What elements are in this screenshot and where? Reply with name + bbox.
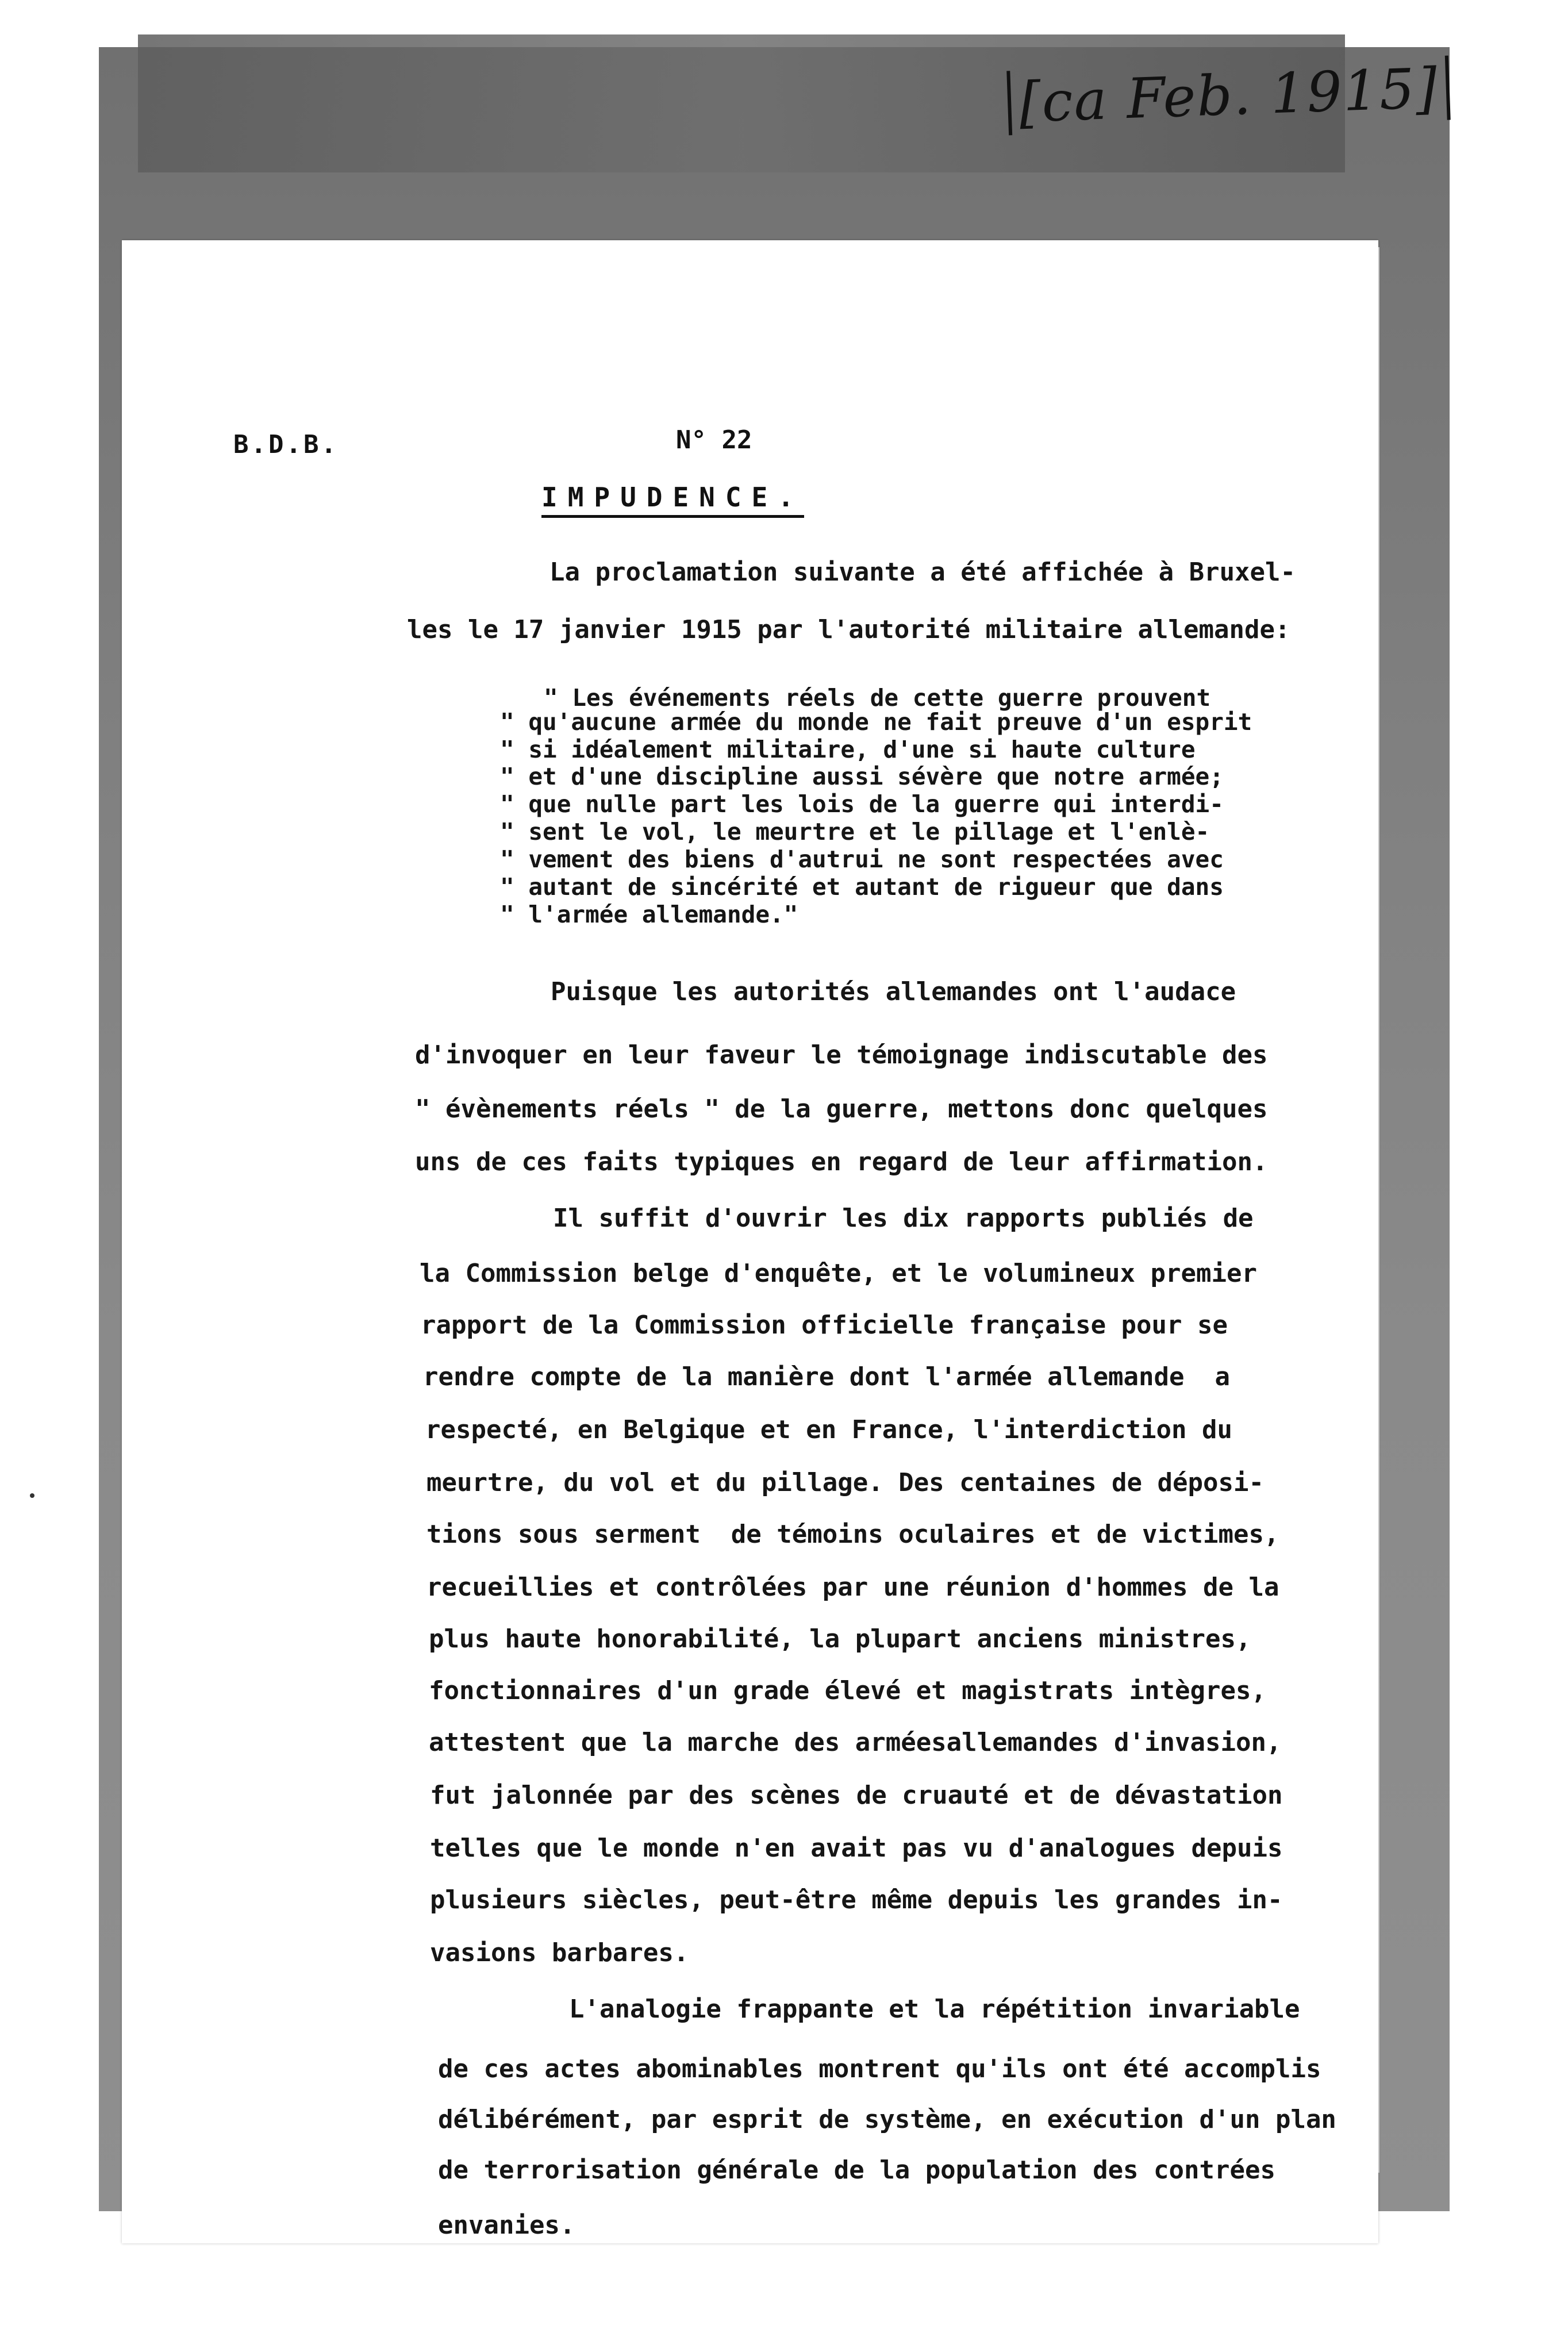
paragraph3-line: recueillies et contrôlées par une réunion d'hommes de la	[426, 1573, 1279, 1602]
paragraph1-line: La proclamation suivante a été affichée à Bruxel-	[549, 558, 1296, 587]
paragraph3-line: fonctionnaires d'un grade élevé et magistrats intègres,	[429, 1676, 1266, 1705]
quote-line: " et d'une discipline aussi sévère que notre armée;	[500, 763, 1224, 790]
document-number: N° 22	[676, 425, 752, 455]
paragraph2-line: uns de ces faits typiques en regard de leur affirmation.	[415, 1147, 1268, 1177]
paragraph3-line: plusieurs siècles, peut-être même depuis les grandes in-	[430, 1885, 1283, 1915]
paragraph2-line: Puisque les autorités allemandes ont l'audace	[551, 977, 1236, 1006]
paragraph1-line: les le 17 janvier 1915 par l'autorité militaire allemande:	[407, 615, 1290, 644]
document-title: IMPUDENCE.	[541, 482, 804, 518]
paragraph3-line: attestent que la marche des arméesallemandes d'invasion,	[429, 1728, 1282, 1757]
paragraph3-line: fut jalonnée par des scènes de cruauté et de dévastation	[430, 1781, 1283, 1810]
paragraph4-line: de terrorisation générale de la population des contrées	[438, 2155, 1275, 2185]
paragraph3-line: Il suffit d'ouvrir les dix rapports publiés de	[553, 1204, 1254, 1233]
paragraph3-line: telles que le monde n'en avait pas vu d'analogues depuis	[430, 1834, 1283, 1863]
quote-line: " que nulle part les lois de la guerre qui interdi-	[500, 790, 1224, 818]
paragraph4-line: délibérément, par esprit de système, en exécution d'un plan	[438, 2105, 1336, 2134]
paragraph4-line: envanies.	[438, 2211, 575, 2240]
paragraph3-line: vasions barbares.	[430, 1938, 689, 1967]
quote-line: " l'armée allemande."	[500, 901, 798, 928]
typed-page	[122, 240, 1378, 2243]
archival-date-annotation: [ca Feb. 1915]	[1006, 56, 1451, 136]
quote-line: " autant de sincérité et autant de rigueur que dans	[500, 873, 1224, 901]
document-reference: B.D.B.	[233, 430, 339, 459]
quote-line: " Les événements réels de cette guerre prouvent	[544, 684, 1211, 712]
paragraph3-line: tions sous serment de témoins oculaires et de victimes,	[426, 1520, 1279, 1549]
quote-line: " sent le vol, le meurtre et le pillage et l'enlè-	[500, 818, 1210, 846]
paragraph3-line: la Commission belge d'enquête, et le volumineux premier	[420, 1259, 1257, 1288]
paragraph3-line: rapport de la Commission officielle française pour se	[421, 1311, 1228, 1340]
scan-speck	[30, 1493, 34, 1498]
paragraph3-line: meurtre, du vol et du pillage. Des centaines de déposi-	[426, 1468, 1264, 1497]
paragraph3-line: rendre compte de la manière dont l'armée allemande a	[423, 1362, 1230, 1392]
quote-line: " si idéalement militaire, d'une si haute culture	[500, 736, 1196, 763]
paragraph2-line: " évènements réels " de la guerre, mettons donc quelques	[415, 1094, 1268, 1124]
paragraph4-line: de ces actes abominables montrent qu'ils ont été accomplis	[438, 2054, 1321, 2084]
paragraph3-line: respecté, en Belgique et en France, l'interdiction du	[425, 1415, 1232, 1444]
paragraph4-line: L'analogie frappante et la répétition invariable	[569, 1995, 1300, 2024]
paragraph3-line: plus haute honorabilité, la plupart anciens ministres,	[429, 1624, 1251, 1654]
quote-line: " qu'aucune armée du monde ne fait preuve d'un esprit	[500, 708, 1252, 736]
paragraph2-line: d'invoquer en leur faveur le témoignage indiscutable des	[415, 1040, 1268, 1070]
quote-line: " vement des biens d'autrui ne sont respectées avec	[500, 846, 1224, 873]
